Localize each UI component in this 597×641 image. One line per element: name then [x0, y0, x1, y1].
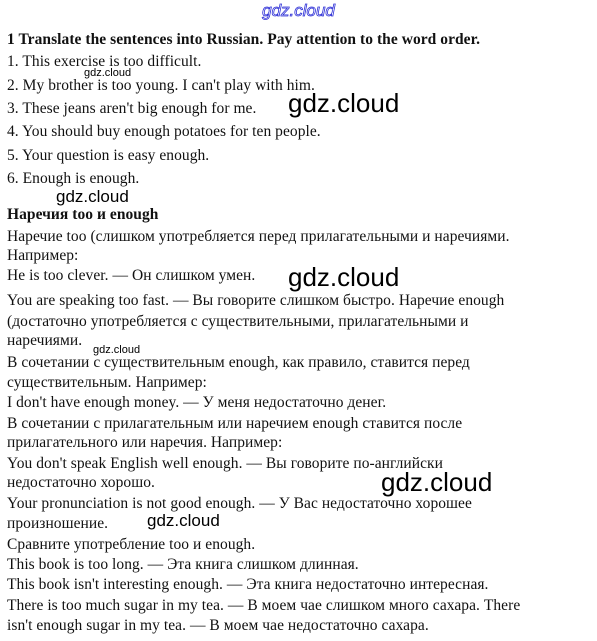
watermark: gdz.cloud: [288, 88, 400, 118]
watermark: gdz.cloud: [147, 511, 220, 530]
theory-line-19: There is too much sugar in my tea. — В моем чае слишком много сахара. There: [7, 597, 521, 614]
watermark: gdz.cloud: [84, 67, 132, 79]
task-item-3: 3. These jeans aren't big enough for me.: [7, 100, 257, 117]
theory-line-5: (достаточно употребляется с существительными, прилагательными и: [7, 313, 469, 330]
theory-line-4: You are speaking too fast. — Вы говорите слишком быстро. Наречие enough: [7, 292, 505, 309]
theory-line-13: недостаточно хорошо.: [7, 474, 155, 491]
theory-line-15: произношение.: [7, 515, 109, 532]
theory-line-3: He is too clever. — Он слишком умен.: [7, 267, 256, 284]
watermark: gdz.cloud: [93, 344, 141, 356]
watermark-top: gdz.cloud: [262, 1, 335, 20]
task-item-2: 2. My brother is too young. I can't play with him.: [7, 77, 315, 94]
theory-line-6: наречиями.: [7, 332, 83, 349]
watermark: gdz.cloud: [56, 187, 129, 206]
theory-line-2: Например:: [7, 247, 79, 264]
theory-line-8: существительным. Например:: [7, 374, 207, 391]
watermark: gdz.cloud: [381, 467, 493, 497]
theory-line-16: Сравните употребление too и enough.: [7, 536, 256, 553]
task-item-4: 4. You should buy enough potatoes for ten people.: [7, 123, 321, 140]
watermark: gdz.cloud: [288, 262, 400, 292]
theory-line-12: You don't speak English well enough. — Вы говорите по-английски: [7, 455, 443, 472]
theory-line-11: прилагательного или наречия. Например:: [7, 434, 283, 451]
task-item-1: 1. This exercise is too difficult.: [7, 53, 202, 70]
theory-line-18: This book isn't interesting enough. — Эта книга недостаточно интересная.: [7, 576, 489, 593]
theory-line-10: В сочетании с прилагательным или наречием enough ставится после: [7, 415, 463, 432]
task-item-6: 6. Enough is enough.: [7, 170, 140, 187]
theory-line-1: Наречие too (слишком употребляется перед прилагательными и наречиями.: [7, 228, 510, 245]
theory-line-9: I don't have enough money. — У меня недостаточно денег.: [7, 394, 387, 411]
theory-line-20: isn't enough sugar in my tea. — В моем чае недостаточно сахара.: [7, 617, 429, 634]
theory-line-14: Your pronunciation is not good enough. — У Вас недостаточно хорошее: [7, 495, 472, 512]
task-item-5: 5. Your question is easy enough.: [7, 147, 210, 164]
theory-heading: Наречия too и enough: [7, 206, 159, 223]
theory-line-17: This book is too long. — Эта книга слишком длинная.: [7, 556, 359, 573]
theory-line-7: В сочетании с существительным enough, как правило, ставится перед: [7, 354, 470, 371]
task-heading: 1 Translate the sentences into Russian. Pay attention to the word order.: [7, 31, 481, 48]
